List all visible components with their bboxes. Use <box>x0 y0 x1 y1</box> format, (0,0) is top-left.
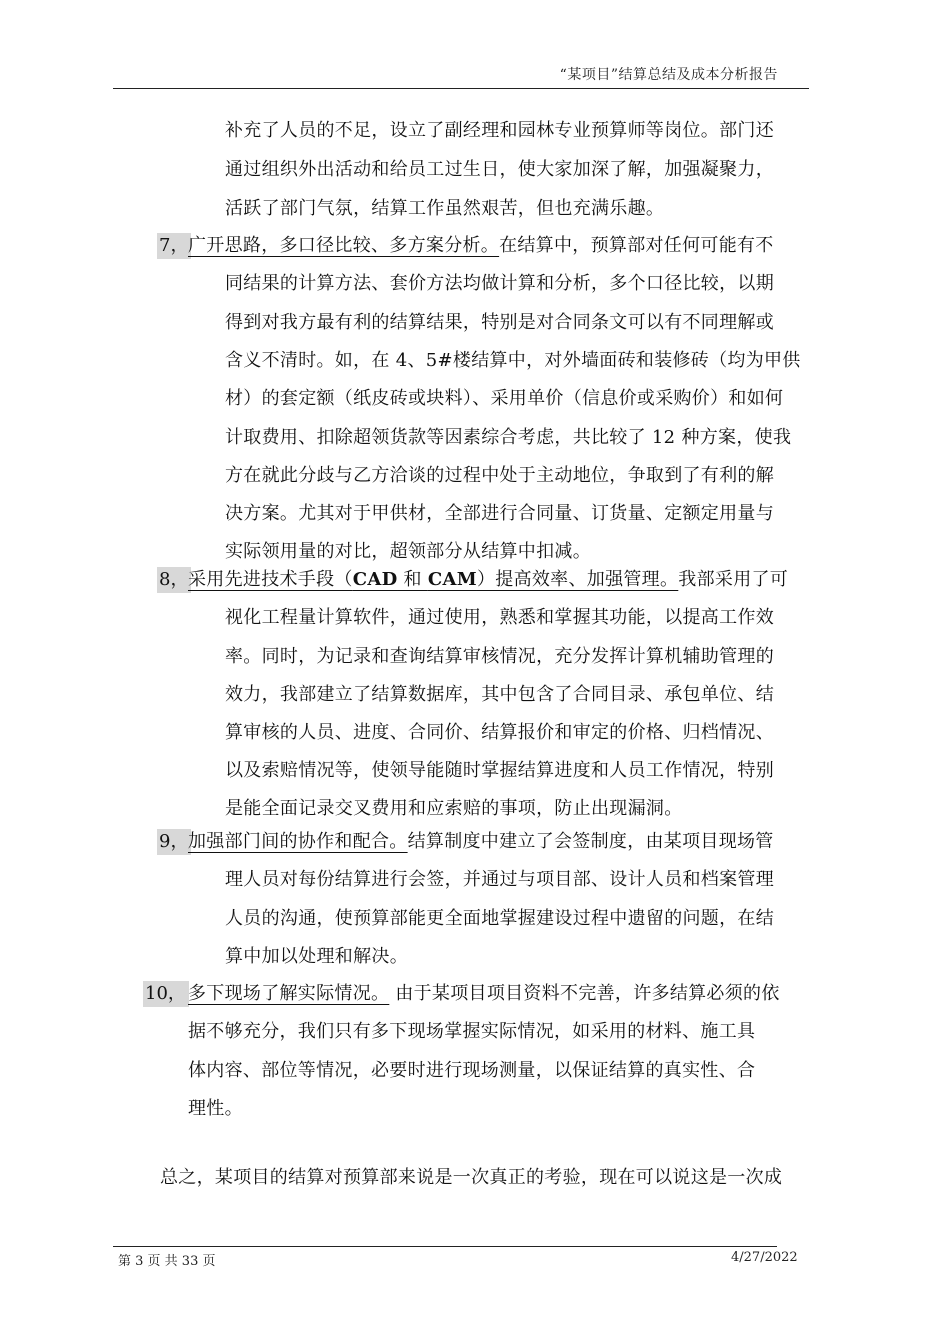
item-first-line <box>188 235 774 257</box>
text-line: 是能全面记录交叉费用和应索赔的事项，防止出现漏洞。 <box>225 798 683 819</box>
text-line: 以及索赔情况等，使领导能随时掌握结算进度和人员工作情况，特别 <box>225 760 774 781</box>
text-line: 补充了人员的不足，设立了副经理和园林专业预算师等岗位。部门还 <box>225 120 774 141</box>
text-line: 理性。 <box>188 1098 243 1119</box>
footer-date: 4/27/2022 <box>731 1250 798 1265</box>
item-text: 在结算中，预算部对任何可能有不 <box>499 235 774 256</box>
item-heading: 多下现场了解实际情况。 <box>188 983 390 1004</box>
text-line: 计取费用、扣除超领货款等因素综合考虑，共比较了 12 种方案，使我 <box>225 427 792 448</box>
text-line: 理人员对每份结算进行会签，并通过与项目部、设计人员和档案管理 <box>225 869 774 890</box>
page-number: 第 3 页 共 33 页 <box>118 1254 216 1269</box>
text-line: 效力，我部建立了结算数据库，其中包含了合同目录、承包单位、结 <box>225 684 774 705</box>
text-line: 实际领用量的对比，超领部分从结算中扣减。 <box>225 541 591 562</box>
item-number: 7， <box>157 233 191 259</box>
item-heading: 加强部门间的协作和配合。 <box>188 831 408 852</box>
item-heading: 采用先进技术手段（CAD 和 CAM）提高效率、加强管理。 <box>188 569 679 590</box>
item-text: 结算制度中建立了会签制度，由某项目现场管 <box>407 831 774 852</box>
item-number: 8， <box>157 567 191 593</box>
item-number: 9， <box>157 829 191 855</box>
header-title: “某项目”结算总结及成本分析报告 <box>559 67 778 83</box>
text-line: 人员的沟通，使预算部能更全面地掌握建设过程中遗留的问题，在结 <box>225 908 774 929</box>
item-first-line <box>188 983 780 1005</box>
item-text: 由于某项目项目资料不完善，许多结算必须的依 <box>389 983 780 1004</box>
text-line: 率。同时，为记录和查询结算审核情况，充分发挥计算机辅助管理的 <box>225 646 774 667</box>
text-line: 据不够充分，我们只有多下现场掌握实际情况，如采用的材料、施工具 <box>188 1021 756 1042</box>
item-number: 10， <box>143 981 189 1007</box>
text-line: 活跃了部门气氛，结算工作虽然艰苦，但也充满乐趣。 <box>225 198 665 219</box>
summary-paragraph: 总之，某项目的结算对预算部来说是一次真正的考验，现在可以说这是一次成 <box>160 1167 783 1188</box>
item-text: 我部采用了可 <box>678 569 789 590</box>
text-line: 通过组织外出活动和给员工过生日，使大家加深了解，加强凝聚力， <box>225 159 774 180</box>
text-line: 算中加以处理和解决。 <box>225 946 408 967</box>
item-heading: 广开思路，多口径比较、多方案分析。 <box>188 235 500 256</box>
text-line: 视化工程量计算软件，通过使用，熟悉和掌握其功能，以提高工作效 <box>225 607 774 628</box>
text-line: 含义不清时。如，在 4、5#楼结算中，对外墙面砖和装修砖（均为甲供 <box>225 350 801 371</box>
text-line: 得到对我方最有利的结算结果，特别是对合同条文可以有不同理解或 <box>225 312 774 333</box>
text-line: 体内容、部位等情况，必要时进行现场测量，以保证结算的真实性、合 <box>188 1060 756 1081</box>
text-line: 算审核的人员、进度、合同价、结算报价和审定的价格、归档情况、 <box>225 722 774 743</box>
header-rule <box>113 88 809 89</box>
text-line: 方在就此分歧与乙方洽谈的过程中处于主动地位，争取到了有利的解 <box>225 465 774 486</box>
text-line: 决方案。尤其对于甲供材，全部进行合同量、订货量、定额定用量与 <box>225 503 774 524</box>
text-line: 同结果的计算方法、套价方法均做计算和分析，多个口径比较，以期 <box>225 273 774 294</box>
item-first-line <box>188 831 774 853</box>
footer-rule <box>113 1246 777 1247</box>
text-line: 材）的套定额（纸皮砖或块料）、采用单价（信息价或采购价）和如何 <box>225 388 784 409</box>
item-first-line <box>188 569 788 591</box>
